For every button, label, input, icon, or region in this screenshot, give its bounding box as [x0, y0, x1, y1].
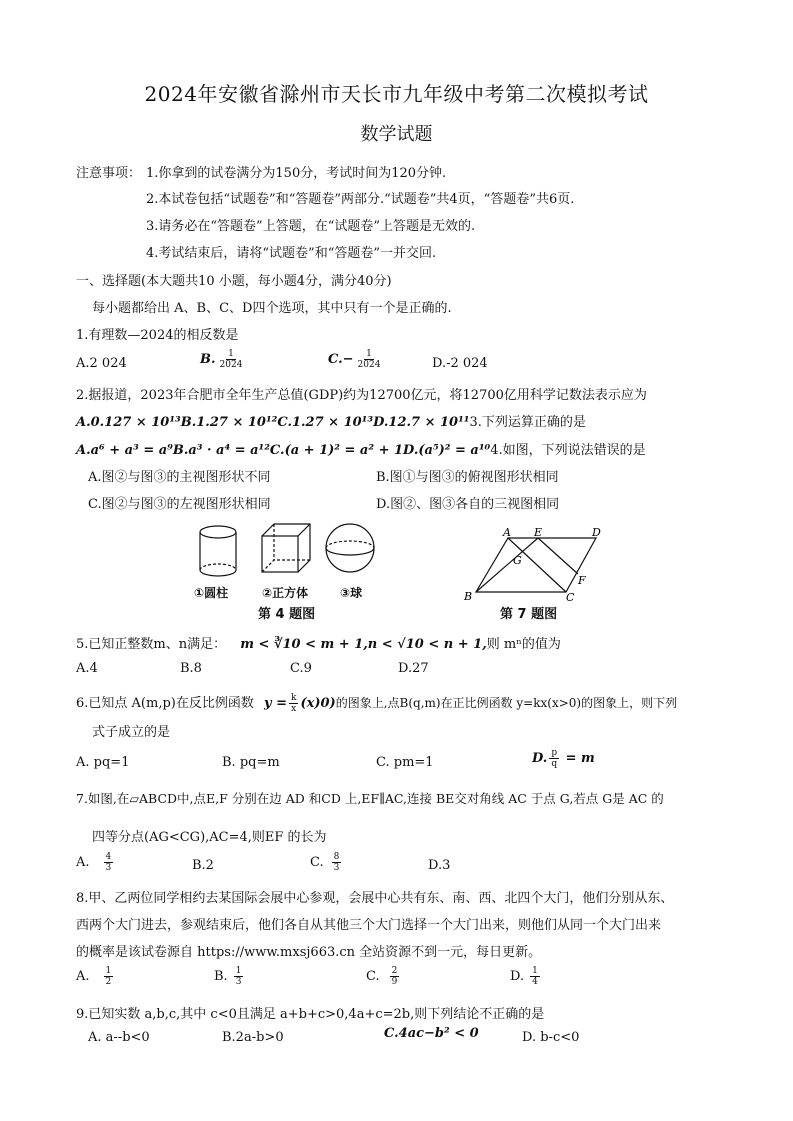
q5-stem [76, 633, 561, 652]
q8-stem-line2: 西两个大门进去，参观结束后，他们各自从其他三个大门选择一个大门出来，则他们从同一个大门出来 [76, 918, 662, 933]
q1-option-a: A.2 024 [76, 356, 127, 371]
q6-d-tail: = m [561, 751, 595, 766]
q8-d-prefix: D. [510, 969, 525, 984]
notice-label: 注意事项： [76, 166, 142, 181]
q8-b-fraction [234, 966, 244, 987]
exam-title: 2024年安徽省滁州市天长市九年级中考第二次模拟考试 [144, 82, 649, 106]
fig7-point-a: A [503, 528, 511, 539]
q9-option-b: B.2a-b>0 [222, 1030, 284, 1045]
q1-c-num: 1 [366, 349, 372, 359]
fig7-caption: 第 7 题图 [500, 607, 558, 622]
q5-option-b: B.8 [180, 661, 202, 676]
q6-option-a: A. pq=1 [76, 755, 130, 770]
q3-stem: 3.下列运算正确的是 [469, 415, 586, 430]
q5-stem-prefix: 5.已知正整数m、n满足： [76, 637, 227, 652]
q4-option-a: A.图②与图③的主视图形状不同 [88, 470, 271, 485]
q7-a-prefix: A. [76, 855, 90, 870]
q9-option-d: D. b-c<0 [522, 1030, 580, 1045]
q8-a-prefix: A. [76, 969, 90, 984]
fig7-point-e: E [534, 528, 543, 539]
q1-option-b-fraction [218, 349, 245, 370]
q8-a-den: 2 [105, 977, 112, 987]
q4-stem: 4.如图，下列说法错误的是 [490, 443, 646, 458]
fig7-point-c: C [566, 591, 575, 604]
q7-a-num: 4 [105, 852, 112, 862]
q6-d-prefix: D. [532, 751, 548, 766]
section-intro: 每小题都给出 A、B、C、D四个选项，其中只有一个是正确的. [92, 301, 452, 316]
q8-a-num: 1 [105, 966, 112, 976]
q7-c-fraction [332, 852, 342, 873]
q8-c-den: 9 [391, 977, 398, 987]
q9-stem: 9.已知实数 a,b,c,其中 c<0且满足 a+b+c>0,4a+c=2b,则下列结论不正确的是 [76, 1007, 545, 1022]
q2-options-line [76, 411, 586, 430]
q7-option-b: B.2 [192, 858, 214, 873]
q8-option-b [214, 966, 245, 987]
fig7-point-g: G [513, 554, 522, 567]
q2-stem: 2.据报道，2023年合肥市全年生产总值(GDP)约为12700亿元，将12700亿用科学记数法表示应为 [76, 388, 647, 403]
notice-item-1: 1.你拿到的试卷满分为150分，考试时间为120分钟. [146, 166, 447, 181]
q8-option-c [366, 966, 401, 987]
q7-option-c [310, 852, 343, 873]
q7-c-prefix: C. [310, 855, 324, 870]
q1-option-c [328, 349, 384, 370]
q8-option-a [76, 966, 115, 987]
q5-condition: m < ∛10 < m + 1,n < √10 < n + 1, [240, 637, 487, 652]
q5-stem-suffix: 则 mⁿ的值为 [486, 637, 561, 652]
q7-stem-line1: 7.如图,在▱ABCD中,点E,F 分别在边 AD 和CD 上,EF∥AC,连接 BE交对角线 AC 于点 G,若点 G是 AC 的 [76, 791, 664, 806]
q5-option-d: D.27 [398, 661, 429, 676]
fig4-label-cube: ②正方体 [262, 586, 309, 600]
notice-item-2: 2.本试卷包括“试题卷”和“答题卷”两部分.“试题卷”共4页，“答题卷”共6页. [146, 192, 575, 207]
q6-func-num: k [290, 693, 297, 703]
q6-option-d [532, 748, 595, 769]
q6-d-fraction [549, 748, 559, 769]
cube-shape [262, 524, 310, 572]
q8-c-num: 2 [391, 966, 398, 976]
cylinder-shape [200, 526, 236, 576]
q6-stem-a: 6.已知点 A(m,p)在反比例函数 [76, 696, 254, 711]
q4-option-c: C.图②与图③的左视图形状相同 [88, 497, 271, 512]
q1-stem: 1.有理数—2024的相反数是 [76, 328, 239, 343]
q1-c-den: 2024 [357, 360, 381, 370]
q8-d-den: 4 [532, 977, 538, 987]
q1-option-c-prefix: C.− [328, 352, 354, 367]
q6-stem-b: 的图象上,点B(q,m)在正比例函数 y=kx(x>0)的图象上，则下列 [335, 696, 678, 710]
q8-b-num: 1 [235, 966, 242, 976]
q8-d-fraction [530, 966, 540, 987]
q1-option-d: D.-2 024 [432, 356, 488, 371]
fig7-point-d: D [592, 528, 601, 539]
q6-stem-line2: 式子成立的是 [92, 725, 171, 740]
q6-func-tail: (x)0) [300, 696, 336, 711]
fig4-label-sphere: ③球 [340, 586, 363, 600]
q7-option-a [76, 852, 115, 873]
q1-option-b-prefix: B. [200, 352, 216, 367]
fig7-point-b: B [464, 590, 473, 603]
q6-d-num: p [551, 748, 558, 758]
q9-option-c: C.4ac−b² < 0 [384, 1026, 479, 1041]
q9-option-a: A. a--b<0 [88, 1030, 150, 1045]
sphere-shape [326, 524, 374, 572]
q5-option-c: C.9 [290, 661, 312, 676]
q1-option-c-fraction [356, 349, 383, 370]
q8-stem-line1: 8.甲、乙两位同学相约去某国际会展中心参观，会展中心共有东、南、西、北四个大门，他们分别从东、 [76, 891, 674, 906]
q8-d-num: 1 [532, 966, 538, 976]
q6-option-b: B. pq=m [222, 755, 280, 770]
q7-stem-line2: 四等分点(AG<CG),AC=4,则EF 的长为 [92, 830, 327, 845]
q1-b-num: 1 [228, 349, 234, 359]
q8-stem-line3: 的概率是该试卷源自 https://www.mxsj663.cn 全站资源不到一元，每日更新。 [76, 945, 542, 960]
q6-d-den: q [551, 759, 558, 769]
q6-option-c: C. pm=1 [376, 755, 434, 770]
q3-options-line [76, 439, 646, 458]
fig4-caption: 第 4 题图 [258, 607, 316, 622]
q3-options: A.a⁶ + a³ = a⁹B.a³ · a⁴ = a¹²C.(a + 1)² = a² + 1D.(a⁵)² = a¹⁰ [76, 443, 491, 458]
q2-options: A.0.127 × 10¹³B.1.27 × 10¹²C.1.27 × 10¹³D.12.7 × 10¹¹ [76, 415, 470, 430]
figure-4-solids [190, 520, 390, 580]
fig7-point-f: F [578, 574, 586, 587]
figure-7-parallelogram [458, 528, 608, 604]
q8-a-fraction [104, 966, 114, 987]
q7-c-num: 8 [333, 852, 340, 862]
q8-b-den: 3 [235, 977, 242, 987]
q6-func-y: y = [264, 696, 287, 711]
q8-c-prefix: C. [366, 969, 380, 984]
q8-b-prefix: B. [214, 969, 228, 984]
q7-a-den: 3 [105, 863, 112, 873]
q7-a-fraction [104, 852, 114, 873]
q1-option-b [200, 349, 246, 370]
q1-b-den: 2024 [219, 360, 243, 370]
q7-option-d: D.3 [428, 858, 451, 873]
q8-c-fraction [390, 966, 400, 987]
q8-option-d [510, 966, 542, 987]
q5-option-a: A.4 [76, 661, 98, 676]
q6-func-fraction [289, 693, 298, 714]
exam-subtitle: 数学试题 [360, 124, 433, 145]
q6-func-den: x [291, 704, 297, 714]
notice-item-4: 4.考试结束后，请将“试题卷”和“答题卷”一并交回. [146, 246, 437, 261]
section-heading: 一、选择题(本大题共10 小题，每小题4分，满分40分) [76, 274, 392, 289]
q4-option-d: D.图②、图③各自的三视图相同 [376, 497, 560, 512]
q7-c-den: 3 [333, 863, 340, 873]
q6-stem-line1 [76, 692, 677, 714]
notice-item-3: 3.请务必在“答题卷”上答题，在“试题卷”上答题是无效的. [146, 219, 476, 234]
fig4-label-cylinder: ①圆柱 [194, 586, 229, 600]
q4-option-b: B.图①与图③的俯视图形状相同 [376, 470, 559, 485]
